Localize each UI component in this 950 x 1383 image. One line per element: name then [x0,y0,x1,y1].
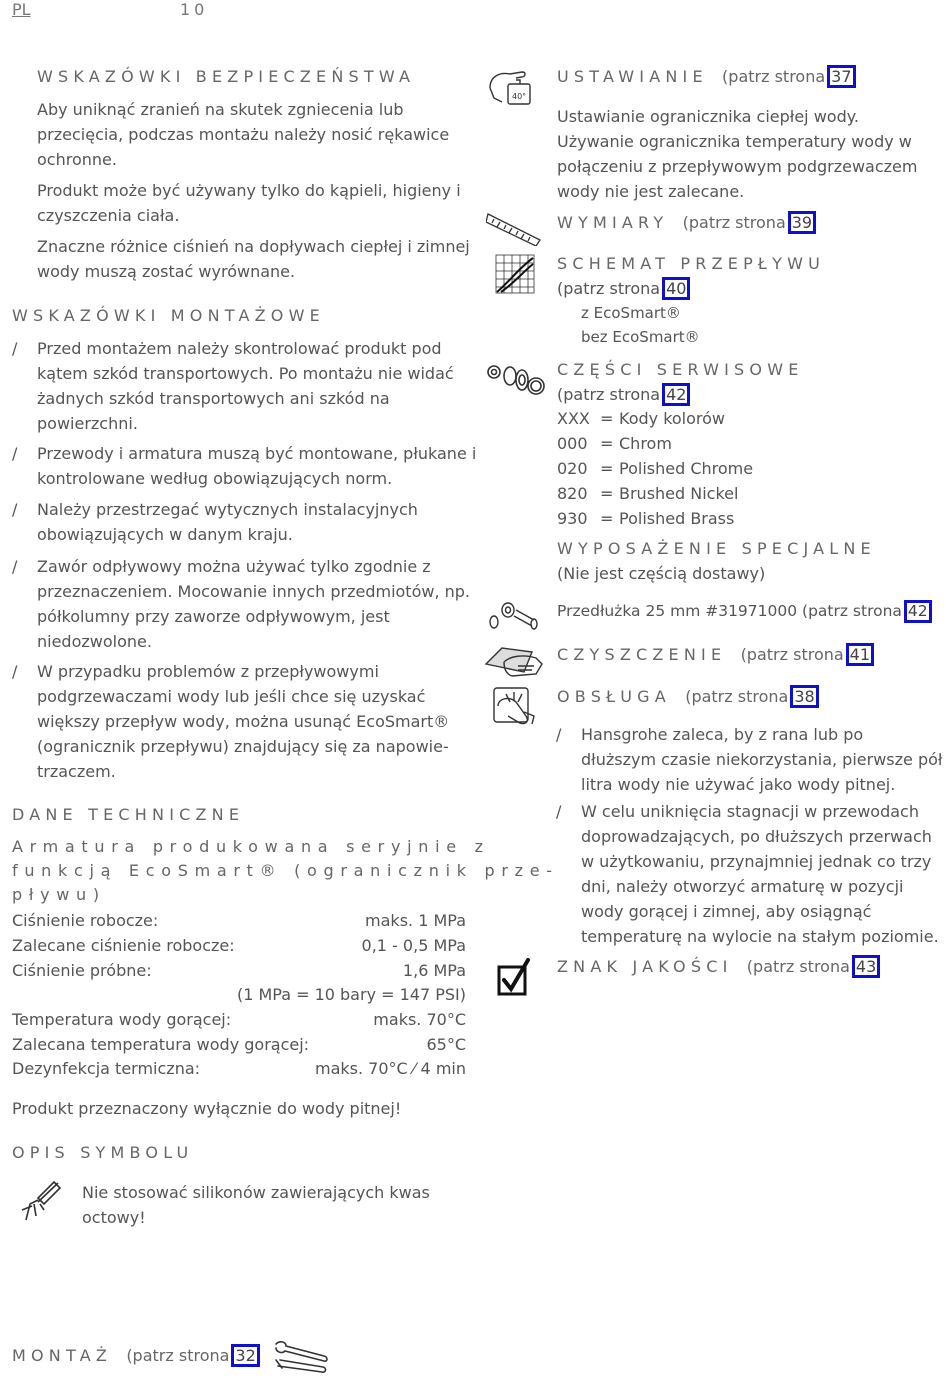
operation-ref: (patrz strona [685,687,789,706]
page-lang [12,0,31,22]
equals: = [600,484,614,503]
line: większy przepływ wody, można usunąć EcoSmart® [37,712,450,731]
extension-page-link[interactable]: 42 [904,600,932,623]
ruler-icon [486,210,542,246]
line: żadnych szkód transportowych ani szkód na [37,389,390,408]
montaz-ref: (patrz strona [126,1346,230,1365]
safety-paragraph-1 [37,97,467,172]
equals: = [600,434,614,453]
silicone-gun-icon [18,1180,62,1222]
mounting-tip-4 [12,554,477,654]
tech-row [12,933,466,958]
cleaning-hand-icon [484,644,544,680]
hand-thermostat-icon [486,66,538,108]
line: (ogranicznik przepływu) znajdujący się za napowie- [37,737,449,756]
tech-label: Zalecane ciśnienie robocze: [12,936,235,955]
tech-title: DANE TECHNICZNE [12,805,245,824]
flow-ref-line [557,276,690,301]
operation-page-link[interactable]: 38 [790,685,818,708]
line: Ustawianie ogranicznika ciepłej wody. [557,107,860,126]
mounting-tip-3 [12,497,477,547]
tech-row [12,982,466,1007]
setting-heading [557,64,856,89]
wrench-tools-icon [272,1338,330,1376]
dimensions-ref: (patrz strona [682,213,786,232]
tech-value: maks. 70°C ⁄ 4 min [315,1059,466,1078]
tech-value: (1 MPa = 10 bary = 147 PSI) [236,985,466,1004]
line: Używanie ogranicznika temperatury wody w [557,132,912,151]
montaz-heading [12,1343,260,1368]
color-codes [557,406,937,531]
line: przeznaczeniem. Mocowanie innych przedmiotów, np. [37,582,471,601]
line: Nie stosować silikonów zawierających kwas [82,1183,430,1202]
quality-page-link[interactable]: 43 [852,955,880,978]
dimensions-title: WYMIARY [557,213,669,232]
code-name: Brushed Nickel [619,484,739,503]
setting-ref: (patrz strona [722,67,826,86]
line: dni, należy otworzyć armaturę w pozycji [581,877,904,896]
quality-heading [557,954,880,979]
setting-page-link[interactable]: 37 [827,65,855,88]
bullet: / [12,339,18,358]
code-name: Kody kolorów [619,409,726,428]
extension-parts-icon [486,600,542,634]
tech-label: Dezynfekcja termiczna: [12,1059,201,1078]
mounting-tip-2 [12,441,477,491]
line: Produkt może być używany tylko do kąpieli, higieny i [37,181,461,200]
list-item [557,406,937,431]
list-item: bez EcoSmart® [581,328,700,346]
tech-row [12,1032,466,1057]
line: dłuższym czasie niekorzystania, pierwsze pół [581,750,943,769]
tech-value: 65°C [426,1035,466,1054]
checkbox-quality-icon [496,958,532,998]
line: wody nie jest zalecane. [557,182,745,201]
line: w użytkowaniu, przynajmniej jednak co trzy [581,852,932,871]
operation-item-1 [556,722,943,797]
extension-text: Przedłużka 25 mm #31971000 (patrz strona [557,602,902,620]
service-ref: (patrz strona [557,385,661,404]
line: kątem szkód transportowych. Po montażu nie widać [37,364,454,383]
extension-line [557,599,932,624]
operation-heading [557,684,819,709]
tech-value: maks. 1 MPa [365,911,466,930]
line: Aby uniknąć zranień na skutek zgniecenia lub [37,100,404,119]
bullet: / [12,662,18,681]
service-page-link[interactable]: 42 [662,383,690,406]
setting-title: USTAWIANIE [557,67,708,86]
line: wody gorącej i zimnej, aby osiągnąć [581,902,872,921]
tech-label: Temperatura wody gorącej: [12,1010,232,1029]
flow-chart-icon [495,254,535,294]
quality-title: ZNAK JAKOŚCI [557,957,733,976]
code: 020 [557,459,588,478]
symbol-title: OPIS SYMBOLU [12,1143,194,1162]
line: połączeniu z przepływowym podgrzewaczem [557,157,918,176]
line: kontrolowane według obowiązujących norm. [37,469,393,488]
code-name: Polished Brass [619,509,735,528]
tech-row [12,958,466,983]
code: XXX [557,409,590,428]
tech-intro [12,835,559,907]
list-item [557,456,937,481]
equals: = [600,459,614,478]
line: obowiązujących w danym kraju. [37,525,293,544]
tech-row [12,908,466,933]
flow-items [581,301,700,349]
service-title: CZĘŚCI SERWISOWE [557,360,804,379]
line: podgrzewaczami wody lub jeśli chce się uzyskać [37,687,426,706]
line: czyszczenia ciała. [37,206,180,225]
quality-ref: (patrz strona [746,957,850,976]
tech-value: maks. 70°C [373,1010,466,1029]
setting-text [557,104,937,204]
safety-title: WSKAZÓWKI BEZPIECZEŃSTWA [37,67,416,86]
line: Należy przestrzegać wytycznych instalacyjnych [37,500,418,519]
cleaning-ref: (patrz strona [740,645,844,664]
mounting-tips-title: WSKAZÓWKI MONTAŻOWE [12,306,325,325]
line: W przypadku problemów z przepływowymi [37,662,379,681]
code: 820 [557,484,588,503]
line: Przed montażem należy skontrolować produkt pod [37,339,442,358]
tech-label: Zalecana temperatura wody gorącej: [12,1035,310,1054]
tech-row [12,1056,466,1081]
mounting-tip-5 [12,659,477,784]
bullet: / [12,557,18,576]
code-name: Chrom [619,434,672,453]
line: powierzchni. [37,414,138,433]
line: Przewody i armatura muszą być montowane, płukane i [37,444,477,463]
code: 930 [557,509,588,528]
cleaning-page-link[interactable]: 41 [846,643,874,666]
line: Zawór odpływowy można używać tylko zgodnie z [37,557,431,576]
tech-label: Ciśnienie próbne: [12,961,152,980]
line: ochronne. [37,150,117,169]
page-number: 10 [180,0,209,19]
tech-row [12,1007,466,1032]
line: Hansgrohe zaleca, by z rana lub po [581,725,864,744]
montaz-title: MONTAŻ [12,1346,113,1365]
safety-paragraph-3 [37,234,477,284]
bullet: / [12,444,18,463]
line: trzaczem. [37,762,116,781]
line: Znaczne różnice ciśnień na dopływach ciepłej i zimnej [37,237,470,256]
service-ref-line [557,382,690,407]
line: doprowadzających, po dłuższych przerwach [581,827,932,846]
cleaning-title: CZYSZCZENIE [557,645,727,664]
equals: = [600,509,614,528]
list-item [557,481,937,506]
line: Armatura produkowana seryjnie z [12,837,490,856]
bullet: / [12,500,18,519]
bullet: / [556,802,562,821]
page-lang-label: PL [12,0,31,19]
line: półkolumny przy zaworze odpływowym, jest [37,607,390,626]
dimensions-heading [557,210,816,235]
list-item [557,506,937,531]
line: octowy! [82,1208,146,1227]
tech-label: Ciśnienie robocze: [12,911,159,930]
line: wody muszą zostać wyrównane. [37,262,296,281]
cleaning-heading [557,642,874,667]
flow-title: SCHEMAT PRZEPŁYWU [557,254,826,273]
bullet: / [556,725,562,744]
hand-operation-icon [488,686,538,728]
operation-title: OBSŁUGA [557,687,671,706]
list-item: z EcoSmart® [581,304,681,322]
dimensions-page-link[interactable]: 39 [788,211,816,234]
line: pływu) [12,885,106,904]
line: W celu uniknięcia stagnacji w przewodach [581,802,919,821]
symbol-text [82,1180,462,1230]
line: temperaturę na wylocie na stałym poziomie. [581,927,939,946]
line: funkcją EcoSmart® (ogranicznik prze- [12,861,559,880]
code: 000 [557,434,588,453]
safety-paragraph-2 [37,178,467,228]
flow-page-link[interactable]: 40 [662,277,690,300]
list-item [557,431,937,456]
line: litra wody nie używać jako wody pitnej. [581,775,896,794]
tech-value: 1,6 MPa [402,961,466,980]
equals: = [600,409,614,428]
line: przecięcia, podczas montażu należy nosić rękawice [37,125,450,144]
special-subtitle: (Nie jest częścią dostawy) [557,564,766,583]
tech-value: 0,1 - 0,5 MPa [361,936,466,955]
special-title: WYPOSAŻENIE SPECJALNE [557,539,876,558]
code-name: Polished Chrome [619,459,754,478]
svg-text:40°: 40° [512,92,527,101]
tech-note: Produkt przeznaczony wyłącznie do wody pitnej! [12,1099,402,1118]
spare-parts-icon [486,360,546,398]
operation-item-2 [556,799,943,949]
line: niedozwolone. [37,632,152,651]
flow-ref: (patrz strona [557,279,661,298]
mounting-tip-1 [12,336,477,436]
montaz-page-link[interactable]: 32 [231,1344,259,1367]
